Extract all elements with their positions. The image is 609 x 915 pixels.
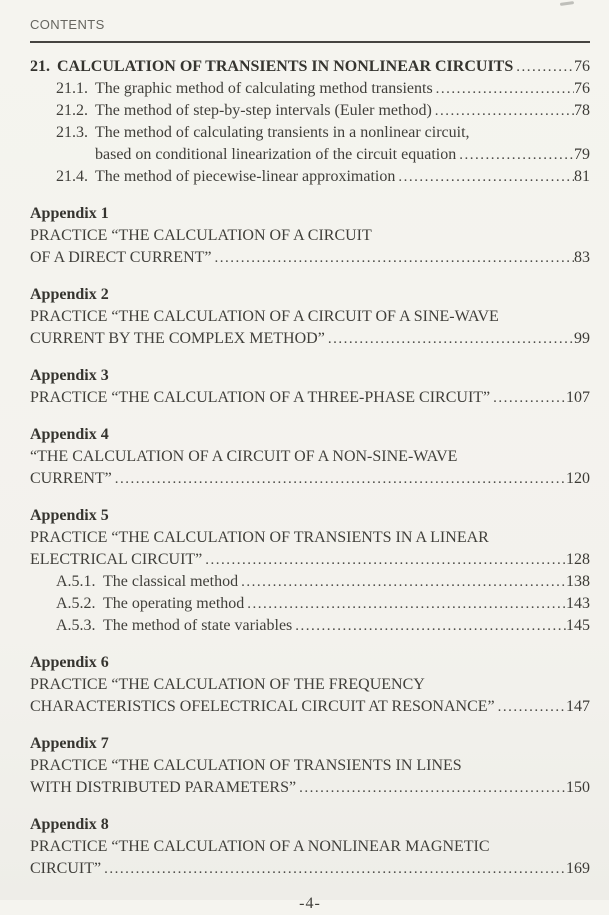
toc-entry-line bbox=[56, 593, 590, 615]
appendix-heading-line bbox=[30, 203, 590, 225]
appendix-heading-line bbox=[30, 424, 590, 446]
dot-leader bbox=[238, 571, 566, 593]
page-header bbox=[30, 16, 590, 43]
appendix-subsection bbox=[30, 571, 590, 593]
entry-title-text: PRACTICE “THE CALCULATION OF TRANSIENTS IN A LINEAR bbox=[30, 529, 489, 546]
appendix-title-line bbox=[30, 247, 590, 269]
page-number: 169 bbox=[566, 860, 590, 877]
toc-entry-line bbox=[56, 122, 590, 144]
appendix-entry bbox=[30, 284, 590, 350]
entry-heading-text: Appendix 8 bbox=[30, 816, 109, 833]
dot-leader bbox=[513, 56, 574, 78]
entry-heading-text: Appendix 6 bbox=[30, 654, 109, 671]
entry-title-text: The method of piecewise-linear approximation bbox=[95, 168, 396, 185]
toc-entry-line bbox=[56, 144, 590, 166]
dot-leader bbox=[202, 549, 566, 571]
entry-heading-text: Appendix 4 bbox=[30, 426, 109, 443]
entry-title-text: The classical method bbox=[103, 573, 239, 590]
chapter-subsection bbox=[30, 100, 590, 122]
chapter-subsection bbox=[30, 122, 590, 166]
entry-heading-text: Appendix 5 bbox=[30, 507, 109, 524]
page-number: 81 bbox=[574, 168, 590, 185]
entry-heading-text: Appendix 2 bbox=[30, 286, 109, 303]
appendix-entry bbox=[30, 814, 590, 880]
appendix-title-line bbox=[30, 468, 590, 490]
appendix-title-line bbox=[30, 696, 590, 718]
appendix-title-line bbox=[30, 836, 590, 858]
entry-title-text: The operating method bbox=[103, 595, 245, 612]
running-head: CONTENTS bbox=[30, 17, 105, 32]
appendix-title-line bbox=[30, 549, 590, 571]
page-number: 107 bbox=[566, 389, 590, 406]
dot-leader bbox=[490, 387, 566, 409]
toc-entry-line bbox=[56, 166, 590, 188]
entry-title-text: CURRENT” bbox=[30, 470, 112, 487]
entry-title-text: CURRENT BY THE COMPLEX METHOD” bbox=[30, 330, 325, 347]
chapter-subsection bbox=[30, 166, 590, 188]
dot-leader bbox=[433, 78, 574, 100]
entry-title-text: WITH DISTRIBUTED PARAMETERS” bbox=[30, 779, 297, 796]
page-number: 143 bbox=[566, 595, 590, 612]
entry-title-text: The method of state variables bbox=[103, 617, 293, 634]
entry-number: 21.2. bbox=[56, 102, 88, 119]
dot-leader bbox=[325, 328, 574, 350]
toc-entry-line bbox=[56, 100, 590, 122]
page-number: 145 bbox=[566, 617, 590, 634]
entry-title-text: The method of calculating transients in a nonlinear circuit, bbox=[95, 124, 470, 141]
page-number: 138 bbox=[566, 573, 590, 590]
entry-heading-text: Appendix 3 bbox=[30, 367, 109, 384]
dot-leader bbox=[101, 858, 566, 880]
entry-title-text: OF A DIRECT CURRENT” bbox=[30, 249, 212, 266]
entry-heading-text: Appendix 7 bbox=[30, 735, 109, 752]
entry-title-text: CIRCUIT” bbox=[30, 860, 102, 877]
appendix-entry bbox=[30, 203, 590, 269]
chapter-entry bbox=[30, 56, 590, 188]
chapter-title-line bbox=[30, 56, 590, 78]
page-number: 76 bbox=[574, 58, 590, 75]
appendix-heading-line bbox=[30, 505, 590, 527]
appendix-entry bbox=[30, 733, 590, 799]
appendix-title-line bbox=[30, 446, 590, 468]
entry-number: A.5.3. bbox=[56, 617, 96, 634]
table-of-contents bbox=[30, 56, 590, 880]
page-number: 120 bbox=[566, 470, 590, 487]
page-number: 147 bbox=[566, 698, 590, 715]
entry-heading-text: CALCULATION OF TRANSIENTS IN NONLINEAR CIRCUITS bbox=[57, 58, 514, 75]
entry-title-text: PRACTICE “THE CALCULATION OF THE FREQUENCY bbox=[30, 676, 425, 693]
page-number: 78 bbox=[574, 102, 590, 119]
appendix-title-line bbox=[30, 387, 590, 409]
entry-title-text: based on conditional linearization of the circuit equation bbox=[95, 146, 457, 163]
dot-leader bbox=[292, 615, 566, 637]
appendix-title-line bbox=[30, 777, 590, 799]
entry-title-text: PRACTICE “THE CALCULATION OF TRANSIENTS IN LINES bbox=[30, 757, 462, 774]
appendix-entry bbox=[30, 505, 590, 637]
appendix-title-line bbox=[30, 306, 590, 328]
chapter-subsection bbox=[30, 78, 590, 100]
dot-leader bbox=[495, 696, 566, 718]
toc-entry-line bbox=[56, 615, 590, 637]
appendix-title-line bbox=[30, 527, 590, 549]
entry-number: 21.1. bbox=[56, 80, 88, 97]
entry-title-text: The method of step-by-step intervals (Euler method) bbox=[95, 102, 432, 119]
entry-title-text: “THE CALCULATION OF A CIRCUIT OF A NON-SINE-WAVE bbox=[30, 448, 458, 465]
appendix-heading-line bbox=[30, 652, 590, 674]
appendix-subsection bbox=[30, 615, 590, 637]
entry-heading-text: Appendix 1 bbox=[30, 205, 109, 222]
dot-leader bbox=[395, 166, 574, 188]
appendix-heading-line bbox=[30, 733, 590, 755]
dot-leader bbox=[432, 100, 574, 122]
page-number: 76 bbox=[574, 80, 590, 97]
entry-title-text: CHARACTERISTICS OFELECTRICAL CIRCUIT AT RESONANCE” bbox=[30, 698, 495, 715]
appendix-title-line bbox=[30, 225, 590, 247]
entry-number: 21.4. bbox=[56, 168, 88, 185]
page-number: 128 bbox=[566, 551, 590, 568]
toc-entry-line bbox=[56, 78, 590, 100]
entry-number: A.5.2. bbox=[56, 595, 96, 612]
appendix-entry bbox=[30, 365, 590, 409]
dot-leader bbox=[456, 144, 574, 166]
entry-title-text: ELECTRICAL CIRCUIT” bbox=[30, 551, 203, 568]
appendix-heading-line bbox=[30, 814, 590, 836]
entry-title-text: PRACTICE “THE CALCULATION OF A THREE-PHASE CIRCUIT” bbox=[30, 389, 491, 406]
entry-title-text: PRACTICE “THE CALCULATION OF A CIRCUIT OF A SINE-WAVE bbox=[30, 308, 499, 325]
appendix-entry bbox=[30, 652, 590, 718]
entry-title-text: The graphic method of calculating method transients bbox=[95, 80, 433, 97]
scan-artifact-speck bbox=[560, 1, 574, 6]
appendix-heading-line bbox=[30, 365, 590, 387]
entry-title-text: PRACTICE “THE CALCULATION OF A CIRCUIT bbox=[30, 227, 372, 244]
entry-number: A.5.1. bbox=[56, 573, 96, 590]
page-number: 79 bbox=[574, 146, 590, 163]
appendix-title-line bbox=[30, 858, 590, 880]
dot-leader bbox=[212, 247, 575, 269]
page-number: 150 bbox=[566, 779, 590, 796]
appendix-entry bbox=[30, 424, 590, 490]
dot-leader bbox=[244, 593, 566, 615]
appendix-title-line bbox=[30, 328, 590, 350]
dot-leader bbox=[112, 468, 566, 490]
entry-title-text: PRACTICE “THE CALCULATION OF A NONLINEAR MAGNETIC bbox=[30, 838, 490, 855]
page-number-footer: -4- bbox=[299, 895, 321, 912]
appendix-subsection bbox=[30, 593, 590, 615]
toc-entry-line bbox=[56, 571, 590, 593]
entry-number: 21.3. bbox=[56, 124, 88, 141]
appendix-title-line bbox=[30, 755, 590, 777]
page-number: 99 bbox=[574, 330, 590, 347]
appendix-title-line bbox=[30, 674, 590, 696]
page-number: 83 bbox=[574, 249, 590, 266]
entry-number: 21. bbox=[30, 58, 50, 75]
dot-leader bbox=[296, 777, 566, 799]
appendix-heading-line bbox=[30, 284, 590, 306]
